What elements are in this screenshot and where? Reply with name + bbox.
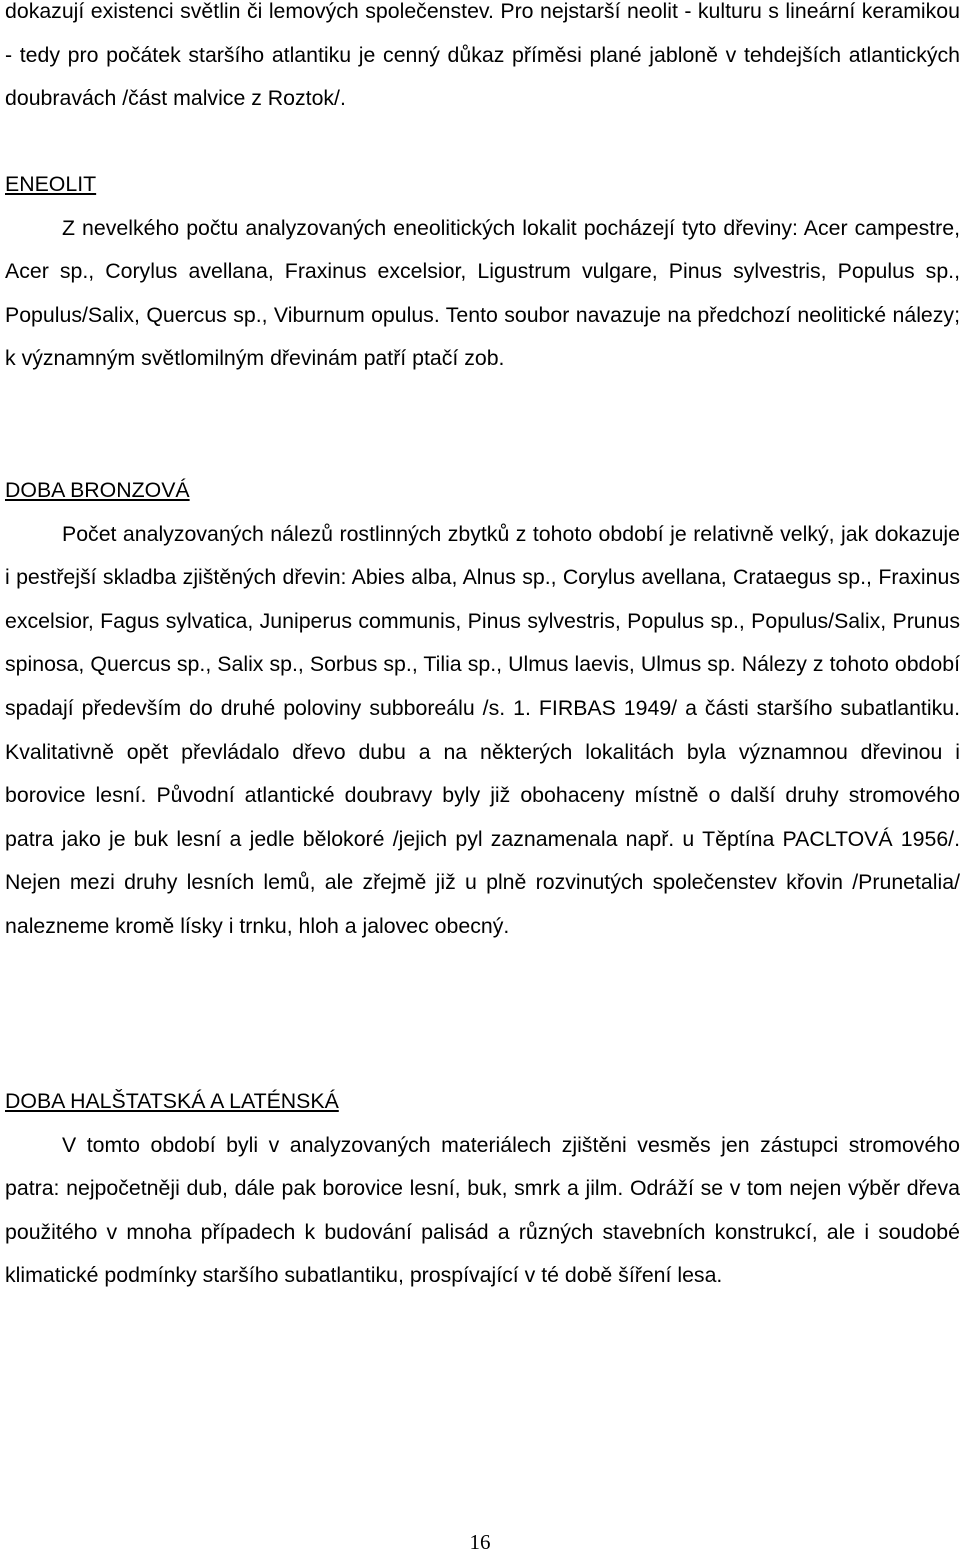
- section-paragraph-bronze-age: Počet analyzovaných nálezů rostlinných zbytků z tohoto období je relativně velký, jak dokazuje i pestřejší skladba zjištěných dřevin: Abies alba, Alnus sp., Corylus avellana, Crataegus sp., Fraxinus excelsior, Fagus sylvatica, Juniperus communis, Pinus sylvestris, Populus sp., Populus/Salix, Prunus spinosa, Quercus sp., Salix sp., Sorbus sp., Tilia sp., Ulmus laevis, Ulmus sp. Nálezy z tohoto období spadají především do druhé poloviny subboreálu /s. 1. FIRBAS 1949/ a části staršího subatlantiku. Kvalitativně opět převládalo dřevo dubu a na některých lokalitách byla významnou dřevinou i borovice lesní. Původní atlantické doubravy byly již obohaceny místně o další druhy stromového patra jako je buk lesní a jedle bělokoré /jejich pyl zaznamenala např. u Těptína PACLTOVÁ 1956/. Nejen mezi druhy lesních lemů, ale zřejmě již u plně rozvinutých společenstev křovin /Prunetalia/ nalezneme kromě lísky i trnku, hloh a jalovec obecný.: [5, 521, 960, 938]
- section-paragraph-hallstatt-la-tene: V tomto období byli v analyzovaných materiálech zjištěni vesměs jen zástupci stromového patra: nejpočetněji dub, dále pak borovice lesní, buk, smrk a jilm. Odráží se v tom nejen výběr dřeva použitého v mnoha případech k budování palisád a různých stavebních konstrukcí, ale i soudobé klimatické podmínky staršího subatlantiku, prospívající v té době šíření lesa.: [5, 1132, 960, 1288]
- section-paragraph-eneolit: Z nevelkého počtu analyzovaných eneolitických lokalit pocházejí tyto dřeviny: Acer campestre, Acer sp., Corylus avellana, Fraxinus excelsior, Ligustrum vulgare, Pinus sylvestris, Populus sp., Populus/Salix, Quercus sp., Viburnum opulus. Tento soubor navazuje na předchozí neolitické nálezy; k významným světlomilným dřevinám patří ptačí zob.: [5, 215, 960, 371]
- section-heading-bronze-age: DOBA BRONZOVÁ: [5, 478, 190, 502]
- section-bronze-age: [5, 469, 960, 949]
- section-heading-hallstatt-la-tene: DOBA HALŠTATSKÁ A LATÉNSKÁ: [5, 1089, 339, 1113]
- page-number: 16: [469, 1530, 491, 1554]
- continuation-paragraph: dokazují existenci světlin či lemových společenstev. Pro nejstarší neolit - kulturu s lineární keramikou - tedy pro počátek staršího atlantiku je cenný důkaz příměsi plané jabloně v tehdejších atlantických doubravách /část malvice z Roztok/.: [5, 0, 960, 111]
- section-heading-eneolit: ENEOLIT: [5, 172, 97, 196]
- section-hallstatt-la-tene: [5, 1080, 960, 1298]
- section-eneolit: [5, 163, 960, 381]
